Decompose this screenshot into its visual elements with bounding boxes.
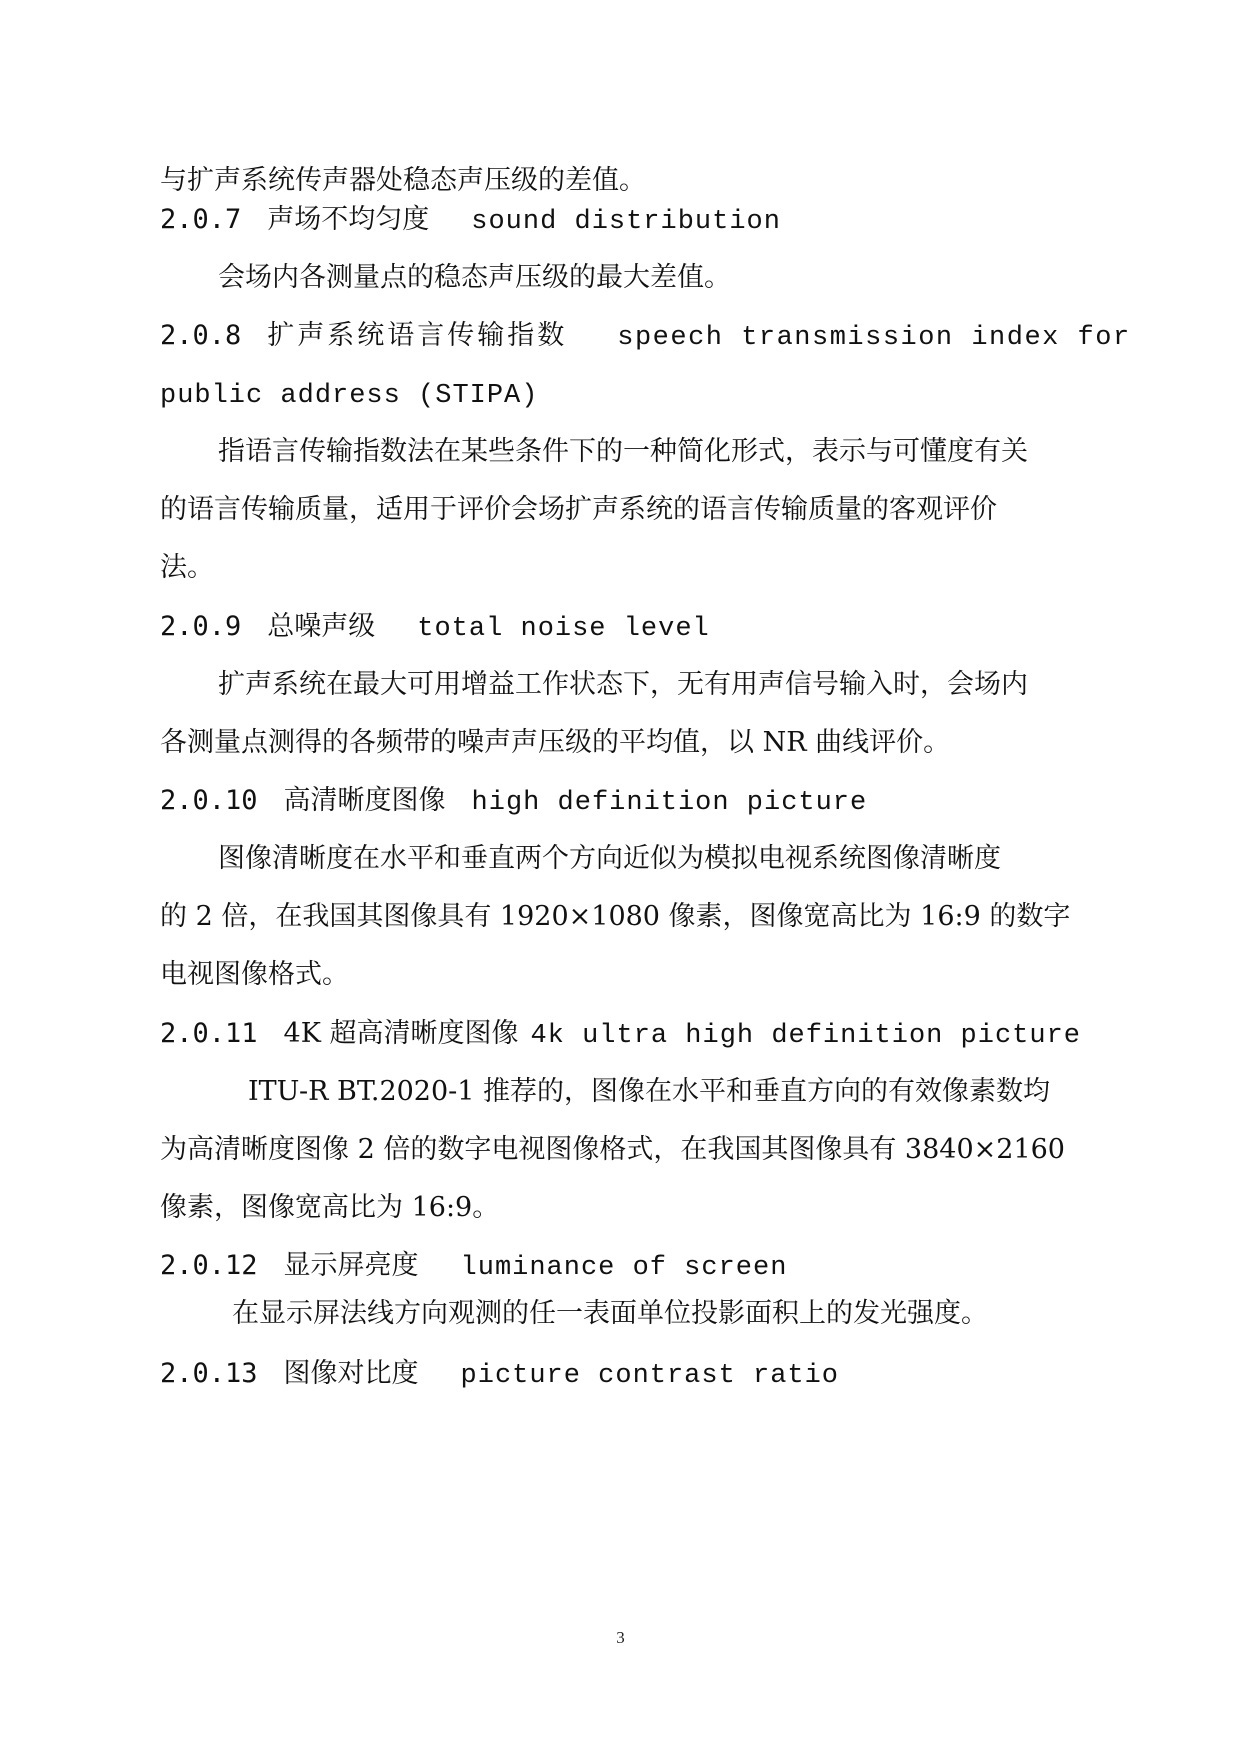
term-english: public address (STIPA): [160, 381, 539, 411]
paragraph-line: 为高清晰度图像 2 倍的数字电视图像格式，在我国其图像具有 3840×2160: [160, 1134, 1065, 1165]
section-number: 2.0.13: [160, 1358, 258, 1389]
term-chinese: 显示屏亮度: [283, 1250, 419, 1281]
term-english: speech transmission index for: [617, 323, 1131, 353]
page-number: 3: [616, 1628, 625, 1647]
section-number: 2.0.9: [160, 611, 242, 642]
paragraph-line: ITU-R BT.2020-1 推荐的，图像在水平和垂直方向的有效像素数均: [248, 1076, 1051, 1107]
section-number: 2.0.10: [160, 785, 258, 816]
paragraph-line: 的语言传输质量，适用于评价会场扩声系统的语言传输质量的客观评价: [160, 494, 997, 525]
term-english: high definition picture: [471, 788, 868, 818]
section-number: 2.0.8: [160, 320, 242, 351]
term-english: total noise level: [417, 614, 710, 644]
paragraph-line: 扩声系统在最大可用增益工作状态下，无有用声信号输入时，会场内: [218, 669, 1028, 700]
paragraph-line: 像素，图像宽高比为 16:9。: [160, 1192, 500, 1223]
term-chinese: 图像对比度: [283, 1358, 419, 1389]
paragraph-line: 在显示屏法线方向观测的任一表面单位投影面积上的发光强度。: [232, 1298, 988, 1329]
term-heading-2-0-11: [160, 1016, 1080, 1054]
term-english: sound distribution: [471, 207, 781, 237]
paragraph-line: 与扩声系统传声器处稳态声压级的差值。: [160, 165, 646, 196]
paragraph-line: 电视图像格式。: [160, 959, 349, 990]
term-chinese: 总噪声级: [267, 611, 376, 642]
paragraph-line: 图像清晰度在水平和垂直两个方向近似为模拟电视系统图像清晰度: [218, 843, 1001, 874]
term-heading-2-0-13: [160, 1356, 1080, 1394]
section-number: 2.0.12: [160, 1250, 258, 1281]
term-chinese: 4K 超高清晰度图像: [283, 1018, 519, 1049]
term-english: 4k ultra high definition picture: [530, 1021, 1081, 1051]
term-heading-2-0-7: [160, 202, 1080, 240]
term-english: picture contrast ratio: [460, 1361, 840, 1391]
paragraph-line: 指语言传输指数法在某些条件下的一种简化形式，表示与可懂度有关: [218, 436, 1028, 467]
term-english: luminance of screen: [460, 1253, 788, 1283]
term-heading-2-0-9: [160, 609, 1080, 647]
term-heading-2-0-8: [160, 318, 1131, 356]
term-chinese: 扩声系统语言传输指数: [267, 320, 568, 351]
term-english-continued: [160, 376, 1080, 414]
section-number: 2.0.11: [160, 1018, 258, 1049]
paragraph-line: 法。: [160, 552, 214, 583]
term-heading-2-0-10: [160, 783, 1080, 821]
paragraph-line: 会场内各测量点的稳态声压级的最大差值。: [218, 262, 731, 293]
term-heading-2-0-12: [160, 1248, 1080, 1286]
term-chinese: 声场不均匀度: [267, 204, 430, 235]
section-number: 2.0.7: [160, 204, 242, 235]
paragraph-line: 的 2 倍，在我国其图像具有 1920×1080 像素，图像宽高比为 16:9 的数字: [160, 901, 1071, 932]
paragraph-line: 各测量点测得的各频带的噪声声压级的平均值，以 NR 曲线评价。: [160, 727, 951, 758]
term-chinese: 高清晰度图像: [283, 785, 446, 816]
